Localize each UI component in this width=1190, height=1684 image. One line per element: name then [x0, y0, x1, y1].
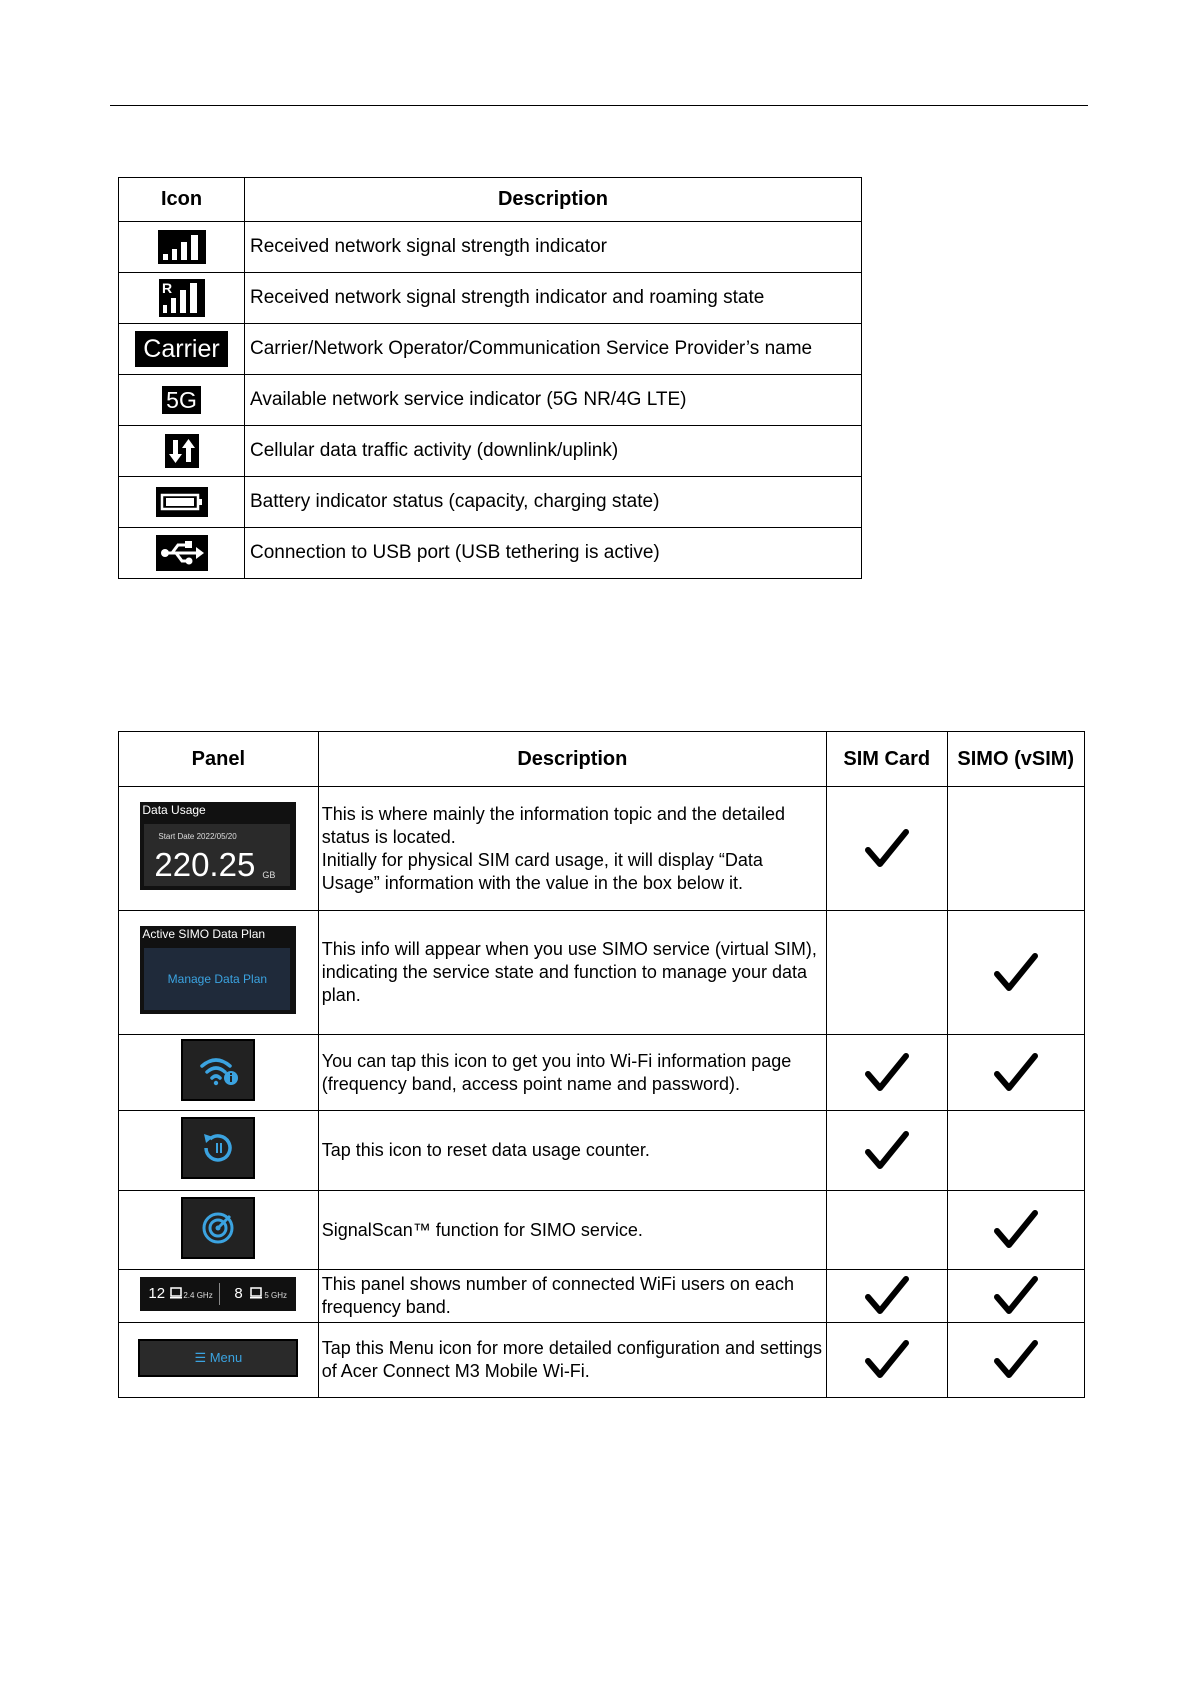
simo-column-header: SIMO (vSIM): [947, 732, 1085, 787]
panel-description: Tap this icon to reset data usage counter.: [318, 1111, 826, 1191]
simo-data-plan-panel: [140, 926, 296, 1014]
network-type-icon: 5G: [162, 386, 201, 414]
icon-description: Received network signal strength indicator and roaming state: [245, 273, 862, 324]
wifi-info-icon[interactable]: [181, 1039, 255, 1101]
band-5ghz-label: 5 GHz: [264, 1290, 288, 1300]
table-row: [119, 528, 862, 579]
checkmark-icon: [993, 1221, 1039, 1238]
usb-icon: [156, 535, 208, 571]
checkmark-icon: [864, 840, 910, 857]
usage-value: 220.25: [154, 846, 256, 883]
simo-cell: [947, 1323, 1085, 1398]
signalscan-icon[interactable]: [181, 1197, 255, 1259]
icon-description: Connection to USB port (USB tethering is active): [245, 528, 862, 579]
table-row: [119, 222, 862, 273]
sim-card-cell: [827, 1035, 947, 1111]
table-row: [119, 477, 862, 528]
menu-button[interactable]: [138, 1339, 298, 1377]
panel-description: This is where mainly the information topic and the detailed status is located. Initially for physical SIM card usage, it will display “Data Usage” information with the value in the box below it.: [318, 787, 826, 911]
table-row: [119, 273, 862, 324]
simo-cell: [947, 911, 1085, 1035]
sim-card-cell: [827, 1191, 947, 1270]
simo-cell: [947, 1270, 1085, 1323]
sim-card-column-header: SIM Card: [827, 732, 947, 787]
description-column-header: Description: [245, 178, 862, 222]
usage-unit: GB: [262, 870, 276, 880]
menu-label: ☰ Menu: [194, 1349, 243, 1365]
simo-cell: [947, 1191, 1085, 1270]
checkmark-icon: [993, 964, 1039, 981]
checkmark-icon: [864, 1351, 910, 1368]
simo-cell: [947, 1111, 1085, 1191]
checkmark-icon: [864, 1287, 910, 1304]
icon-description: Carrier/Network Operator/Communication Service Provider’s name: [245, 324, 862, 375]
sim-card-cell: [827, 1111, 947, 1191]
panel-column-header: Panel: [119, 732, 319, 787]
table-row: [119, 911, 1085, 1035]
table-row: [119, 1191, 1085, 1270]
table-row: [119, 1323, 1085, 1398]
checkmark-icon: [993, 1351, 1039, 1368]
panel-description: This info will appear when you use SIMO service (virtual SIM), indicating the service state and function to manage your data plan.: [318, 911, 826, 1035]
simo-cell: [947, 787, 1085, 911]
table-row: [119, 324, 862, 375]
device-icon: [170, 1287, 182, 1299]
checkmark-icon: [864, 1142, 910, 1159]
icon-description: Available network service indicator (5G NR/4G LTE): [245, 375, 862, 426]
panel-description: You can tap this icon to get you into Wi-Fi information page (frequency band, access point name and password).: [318, 1035, 826, 1111]
table-row: [119, 426, 862, 477]
header-rule: [110, 105, 1088, 106]
data-traffic-icon: [165, 434, 199, 468]
checkmark-icon: [993, 1064, 1039, 1081]
simo-cell: [947, 1035, 1085, 1111]
sim-card-cell: [827, 1270, 947, 1323]
table-header-row: [119, 732, 1085, 787]
table-row: [119, 375, 862, 426]
panel-description: This panel shows number of connected WiFi users on each frequency band.: [318, 1270, 826, 1323]
reset-counter-icon[interactable]: [181, 1117, 255, 1179]
data-usage-panel: [140, 802, 296, 890]
panel-description: SignalScan™ function for SIMO service.: [318, 1191, 826, 1270]
users-24ghz-count: 12: [148, 1284, 166, 1302]
users-5ghz-count: 8: [234, 1284, 243, 1302]
table-row: [119, 1270, 1085, 1323]
table-header-row: [119, 178, 862, 222]
battery-icon: [156, 487, 208, 517]
panel-description: Tap this Menu icon for more detailed configuration and settings of Acer Connect M3 Mobile Wi-Fi.: [318, 1323, 826, 1398]
band-24ghz-label: 2.4 GHz: [183, 1290, 213, 1300]
description-column-header: Description: [318, 732, 826, 787]
signal-strength-icon: [158, 230, 206, 264]
checkmark-icon: [864, 1064, 910, 1081]
icon-description: Cellular data traffic activity (downlink/uplink): [245, 426, 862, 477]
roaming-letter: R: [161, 280, 172, 296]
sim-card-cell: [827, 787, 947, 911]
panel-title: Active SIMO Data Plan: [142, 927, 266, 941]
table-row: [119, 1111, 1085, 1191]
status-icon-table: [118, 177, 862, 579]
table-row: [119, 787, 1085, 911]
icon-column-header: Icon: [119, 178, 245, 222]
checkmark-icon: [993, 1287, 1039, 1304]
start-date: Start Date 2022/05/20: [158, 832, 237, 841]
icon-description: Battery indicator status (capacity, charging state): [245, 477, 862, 528]
icon-description: Received network signal strength indicator: [245, 222, 862, 273]
panel-title: Data Usage: [142, 803, 206, 817]
table-row: [119, 1035, 1085, 1111]
manage-data-plan-button[interactable]: Manage Data Plan: [167, 972, 268, 986]
signal-roaming-icon: [159, 279, 205, 317]
device-icon: [250, 1287, 262, 1299]
panel-table: [118, 731, 1085, 1398]
carrier-name-icon: Carrier: [135, 331, 227, 367]
wifi-users-panel: [140, 1277, 296, 1311]
sim-card-cell: [827, 911, 947, 1035]
sim-card-cell: [827, 1323, 947, 1398]
